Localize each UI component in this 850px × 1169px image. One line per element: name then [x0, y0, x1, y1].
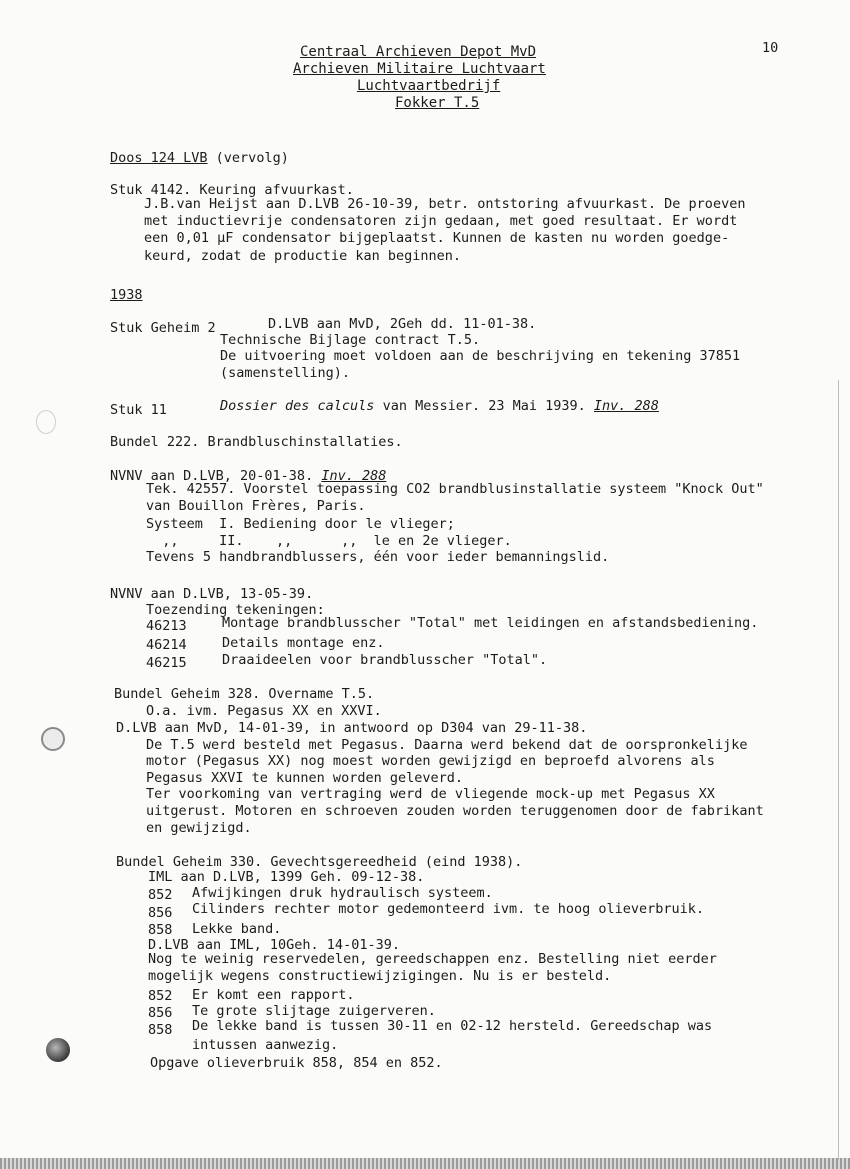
- right-scan-edge: [838, 380, 839, 1160]
- stuk-geheim-2-line: De uitvoering moet voldoen aan de beschrijving en tekening 37851: [220, 348, 741, 364]
- doos-suffix: (vervolg): [207, 150, 289, 166]
- item-number: 852: [148, 887, 173, 903]
- item-description: Er komt een rapport.: [192, 987, 355, 1003]
- bundel-330-iml: IML aan D.LVB, 1399 Geh. 09-12-38.: [148, 869, 425, 885]
- header-line-3: Luchtvaartbedrijf: [357, 78, 501, 94]
- drawing-description: Montage brandblusscher "Total" met leidingen en afstandsbediening.: [222, 615, 759, 631]
- bundel-330-heading: Bundel Geheim 330. Gevechtsgereedheid (eind 1938).: [116, 854, 523, 870]
- drawing-description: Details montage enz.: [222, 635, 385, 651]
- drawing-number: 46213: [146, 618, 187, 634]
- stuk-4142-line: J.B.van Heijst aan D.LVB 26-10-39, betr. ontstoring afvuurkast. De proeven: [144, 196, 746, 212]
- header-line-4: Fokker T.5: [395, 95, 480, 111]
- item-number: 852: [148, 988, 173, 1004]
- bundel-330-line: mogelijk wegens constructiewijzigingen. Nu is er besteld.: [148, 968, 612, 984]
- drawing-description: Draaideelen voor brandblusscher "Total".: [222, 652, 548, 668]
- nvnv-1-line: Tevens 5 handbrandblussers, één voor ieder bemanningslid.: [146, 549, 610, 565]
- stuk-geheim-2-label: Stuk Geheim 2: [110, 320, 216, 336]
- stuk-4142-title: Stuk 4142. Keuring afvuurkast.: [110, 182, 354, 198]
- bundel-328-line: De T.5 werd besteld met Pegasus. Daarna werd bekend dat de oorspronkelijke: [146, 737, 748, 753]
- item-description: Te grote slijtage zuigerveren.: [192, 1003, 436, 1019]
- bundel-328-line: en gewijzigd.: [146, 820, 252, 836]
- stuk-4142-line: een 0,01 μF condensator bijgeplaatst. Kunnen de kasten nu worden goedge-: [144, 230, 730, 246]
- page-number: 10: [762, 40, 779, 56]
- stuk-11-inv: Inv. 288: [593, 398, 659, 414]
- stuk-11-rest: van Messier. 23 Mai 1939.: [374, 398, 594, 414]
- item-description: De lekke band is tussen 30-11 en 02-12 hersteld. Gereedschap was: [192, 1018, 713, 1034]
- bundel-330-opgave: Opgave olieverbruik 858, 854 en 852.: [150, 1055, 443, 1071]
- binder-hole-bottom: [46, 1038, 70, 1062]
- drawing-number: 46214: [146, 637, 187, 653]
- nvnv-1-line: Tek. 42557. Voorstel toepassing CO2 brandblusinstallatie systeem "Knock Out": [146, 481, 764, 497]
- stuk-4142-line: keurd, zodat de productie kan beginnen.: [144, 248, 461, 264]
- bundel-328-line: uitgerust. Motoren en schroeven zouden worden teruggenomen door de fabrikant: [146, 803, 764, 819]
- stuk-4142-line: met inductievrije condensatoren zijn gedaan, met goed resultaat. Er wordt: [144, 213, 738, 229]
- stuk-11-line: [220, 398, 659, 414]
- nvnv-1-line: van Bouillon Frères, Paris.: [146, 498, 366, 514]
- stuk-geheim-2-line: (samenstelling).: [220, 365, 351, 381]
- stuk-11-label: Stuk 11: [110, 402, 167, 418]
- bundel-328-line: Ter voorkoming van vertraging werd de vliegende mock-up met Pegasus XX: [146, 786, 715, 802]
- nvnv-1-line: Systeem I. Bediening door le vlieger;: [146, 516, 455, 532]
- drawing-number: 46215: [146, 655, 187, 671]
- bundel-330-continuation: intussen aanwezig.: [192, 1037, 339, 1053]
- stuk-geheim-2-line: Technische Bijlage contract T.5.: [220, 332, 481, 348]
- item-number: 856: [148, 905, 173, 921]
- bundel-328-line: Pegasus XXVI te kunnen worden geleverd.: [146, 770, 463, 786]
- bundel-330-line: Nog te weinig reservedelen, gereedschappen enz. Bestelling niet eerder: [148, 951, 717, 967]
- bundel-328-oa: O.a. ivm. Pegasus XX en XXVI.: [146, 703, 382, 719]
- header-line-2: Archieven Militaire Luchtvaart: [293, 61, 546, 77]
- bundel-222-heading: Bundel 222. Brandbluschinstallaties.: [110, 434, 403, 450]
- bundel-330-dlvb: D.LVB aan IML, 10Geh. 14-01-39.: [148, 937, 400, 953]
- binder-hole-middle: [41, 727, 65, 751]
- doos-heading: [110, 150, 289, 166]
- stuk-geheim-2-line: D.LVB aan MvD, 2Geh dd. 11-01-38.: [268, 316, 537, 332]
- nvnv-2-sub: Toezending tekeningen:: [146, 602, 325, 618]
- item-number: 856: [148, 1005, 173, 1021]
- nvnv-1-line: ,, II. ,, ,, le en 2e vlieger.: [146, 533, 512, 549]
- nvnv-2-heading: NVNV aan D.LVB, 13-05-39.: [110, 586, 314, 602]
- item-description: Afwijkingen druk hydraulisch systeem.: [192, 885, 493, 901]
- item-number: 858: [148, 1022, 173, 1038]
- item-number: 858: [148, 922, 173, 938]
- bundel-328-dlvb: D.LVB aan MvD, 14-01-39, in antwoord op D304 van 29-11-38.: [116, 720, 588, 736]
- nvnv-1-head: NVNV aan D.LVB, 20-01-38.: [110, 468, 322, 484]
- bottom-scan-edge: [0, 1158, 850, 1169]
- nvnv-1-inv: Inv. 288: [321, 468, 387, 484]
- bundel-328-heading: Bundel Geheim 328. Overname T.5.: [114, 686, 375, 702]
- doos-label: Doos 124 LVB: [110, 150, 208, 166]
- stuk-11-title: Dossier des calculs: [220, 398, 375, 414]
- year-heading: 1938: [110, 287, 143, 303]
- binder-hole-top: [36, 410, 56, 434]
- item-description: Cilinders rechter motor gedemonteerd ivm. te hoog olieverbruik.: [192, 901, 705, 917]
- bundel-328-line: motor (Pegasus XX) nog moest worden gewijzigd en beproefd alvorens als: [146, 753, 715, 769]
- item-description: Lekke band.: [192, 921, 282, 937]
- header-line-1: Centraal Archieven Depot MvD: [300, 44, 537, 60]
